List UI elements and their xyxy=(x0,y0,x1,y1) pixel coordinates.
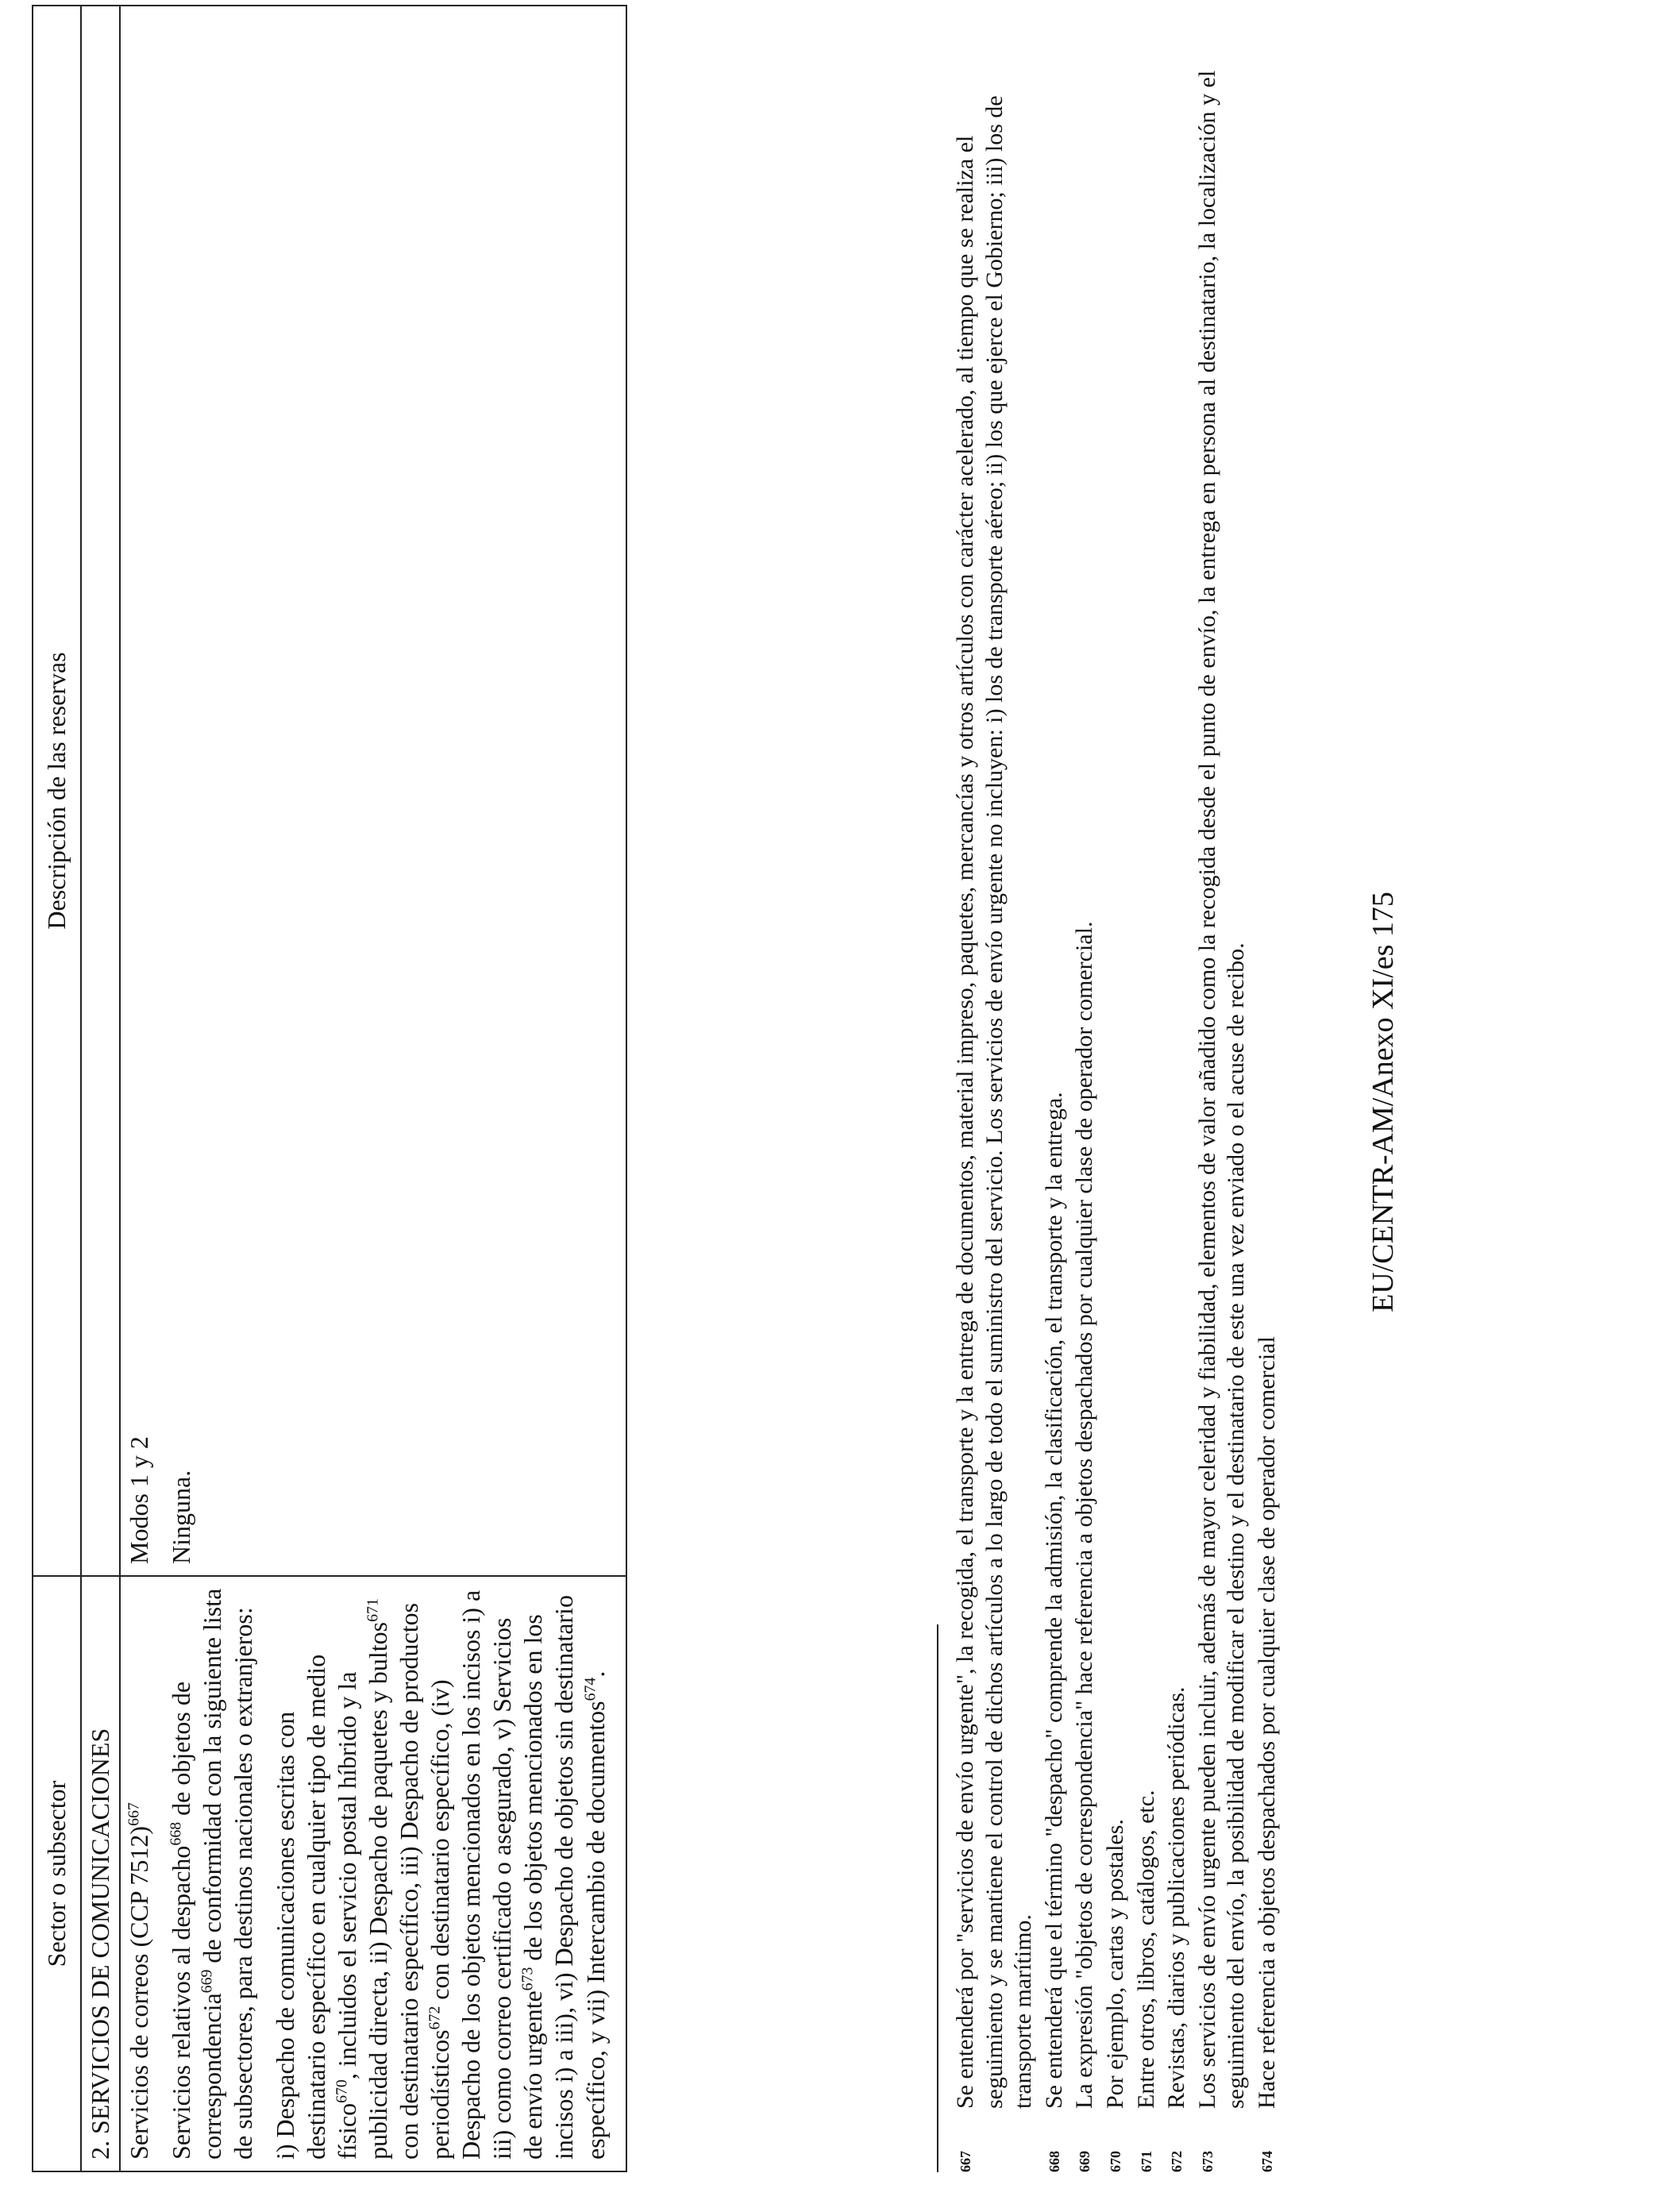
footnote-number: 673 xyxy=(1199,2151,1216,2172)
footnote-text: Los servicios de envío urgente pueden incluir, además de mayor celeridad y fiabilidad, elementos de valor añadido como la recogida desde el punto de envío, la entrega en persona al destinatario, la localización y el seguimiento del envío, la posibilidad de modificar el destino y el destinatario de este una vez enviado o el acuse de recibo. xyxy=(1193,70,1250,2109)
footnote-text: La expresión "objetos de correspondencia" hace referencia a objetos despachados por cualquier clase de operador comercial. xyxy=(1071,921,1098,2109)
reservations-table xyxy=(32,5,627,2172)
header-row xyxy=(33,6,81,2171)
sector-title: Servicios de correos (CCP 7512)$^{667}$ xyxy=(125,1802,154,2160)
footnote-number: 672 xyxy=(1169,2151,1185,2172)
footnote-text: Por ejemplo, cartas y postales. xyxy=(1101,1819,1128,2109)
footnote-ref: 674 xyxy=(580,1677,599,1701)
page-reference: EU/CENTR-AM/Anexo XI/es 175 xyxy=(1366,892,1400,1312)
sector-cell xyxy=(120,1576,626,2171)
section-row xyxy=(81,6,120,2171)
footnote-number: 667 xyxy=(958,2151,973,2172)
footnote-ref: 669 xyxy=(198,1969,216,1994)
footnote-ref: 670 xyxy=(333,2079,351,2103)
footnote-number: 669 xyxy=(1077,2151,1093,2172)
footnote-text: Se entenderá que el término "despacho" comprende la admisión, la clasificación, el transporte y la entrega. xyxy=(1040,1092,1067,2109)
footnote-number: 671 xyxy=(1138,2151,1154,2172)
sector-paragraph-2: i) Despacho de comunicaciones escritas con destinatario específico en cualquier tipo de medio físico$^{670}$, incluidos el servicio postal híbrido y la publicidad directa, ii) Despacho de paquetes y bultos$^{671}$ con destinatario específico, iii) Despacho de productos periodísticos$^{672}$ con destinatario específico, (iv) Despacho de los objetos mencionados en los incisos i) a iii) como correo certificado o asegurado, v) Servicios de envío urgente$^{673}$ de los objetos mencionados en los incisos i) a iii), vi) Despacho de objetos sin destinatario específico, y vii) Intercambio de documentos$^{674}$. xyxy=(271,1589,610,2160)
header-sector: Sector o subsector xyxy=(33,1576,81,2171)
footnote-separator xyxy=(937,1624,938,2172)
footnote xyxy=(1101,68,1131,2172)
footnote-ref: 671 xyxy=(364,1598,382,1622)
footnote xyxy=(1253,68,1282,2172)
footnote-number: 670 xyxy=(1107,2151,1123,2172)
section-title: 2. SERVICIOS DE COMUNICACIONES xyxy=(81,1576,120,2171)
footnote-ref: 673 xyxy=(518,1967,537,1991)
footnote-ref: 667 xyxy=(125,1802,143,1826)
footnote xyxy=(1040,68,1069,2172)
footnote xyxy=(1132,68,1162,2172)
footnote-text: Hace referencia a objetos despachados por cualquier clase de operador comercial xyxy=(1253,1336,1280,2109)
footnote-number: 674 xyxy=(1258,2151,1275,2172)
footnote xyxy=(1070,68,1100,2172)
footnote-text: Revistas, diarios y publicaciones periódicas. xyxy=(1163,1686,1190,2109)
reservation-text: Ninguna. xyxy=(167,1470,196,1564)
description-cell xyxy=(120,6,626,1576)
footnote-text: Entre otros, libros, catálogos, etc. xyxy=(1132,1790,1159,2109)
footnote-text: Se entenderá por "servicios de envío urgente", la recogida, el transporte y la entrega de documentos, material impreso, paquetes, mercancías y otros artículos con carácter acelerado, al tiempo que se realiza el seguimiento y se mantiene el control de dichos artículos a lo largo de todo el suministro del servicio. Los servicios de envío urgente no incluyen: i) los de transporte aéreo; ii) los que ejerce el Gobierno; iii) los de transporte marítimo. xyxy=(952,95,1037,2109)
section-empty-cell xyxy=(81,6,120,1576)
footnote xyxy=(1162,68,1192,2172)
modes-text: Modos 1 y 2 xyxy=(125,1436,154,1564)
footnote xyxy=(951,68,1038,2172)
footnote-ref: 668 xyxy=(167,1821,185,1846)
header-description: Descripción de las reservas xyxy=(33,6,81,1576)
table-row xyxy=(120,6,626,2171)
footnote-ref: 672 xyxy=(426,2006,444,2030)
footnote-number: 668 xyxy=(1046,2151,1062,2172)
footnotes xyxy=(951,68,1284,2172)
footnote xyxy=(1193,68,1251,2172)
sector-paragraph-1: Servicios relativos al despacho$^{668}$ de objetos de correspondencia$^{669}$ de conformidad con la siguiente lista de subsectores, para destinos nacionales o extranjeros: xyxy=(167,1588,258,2160)
